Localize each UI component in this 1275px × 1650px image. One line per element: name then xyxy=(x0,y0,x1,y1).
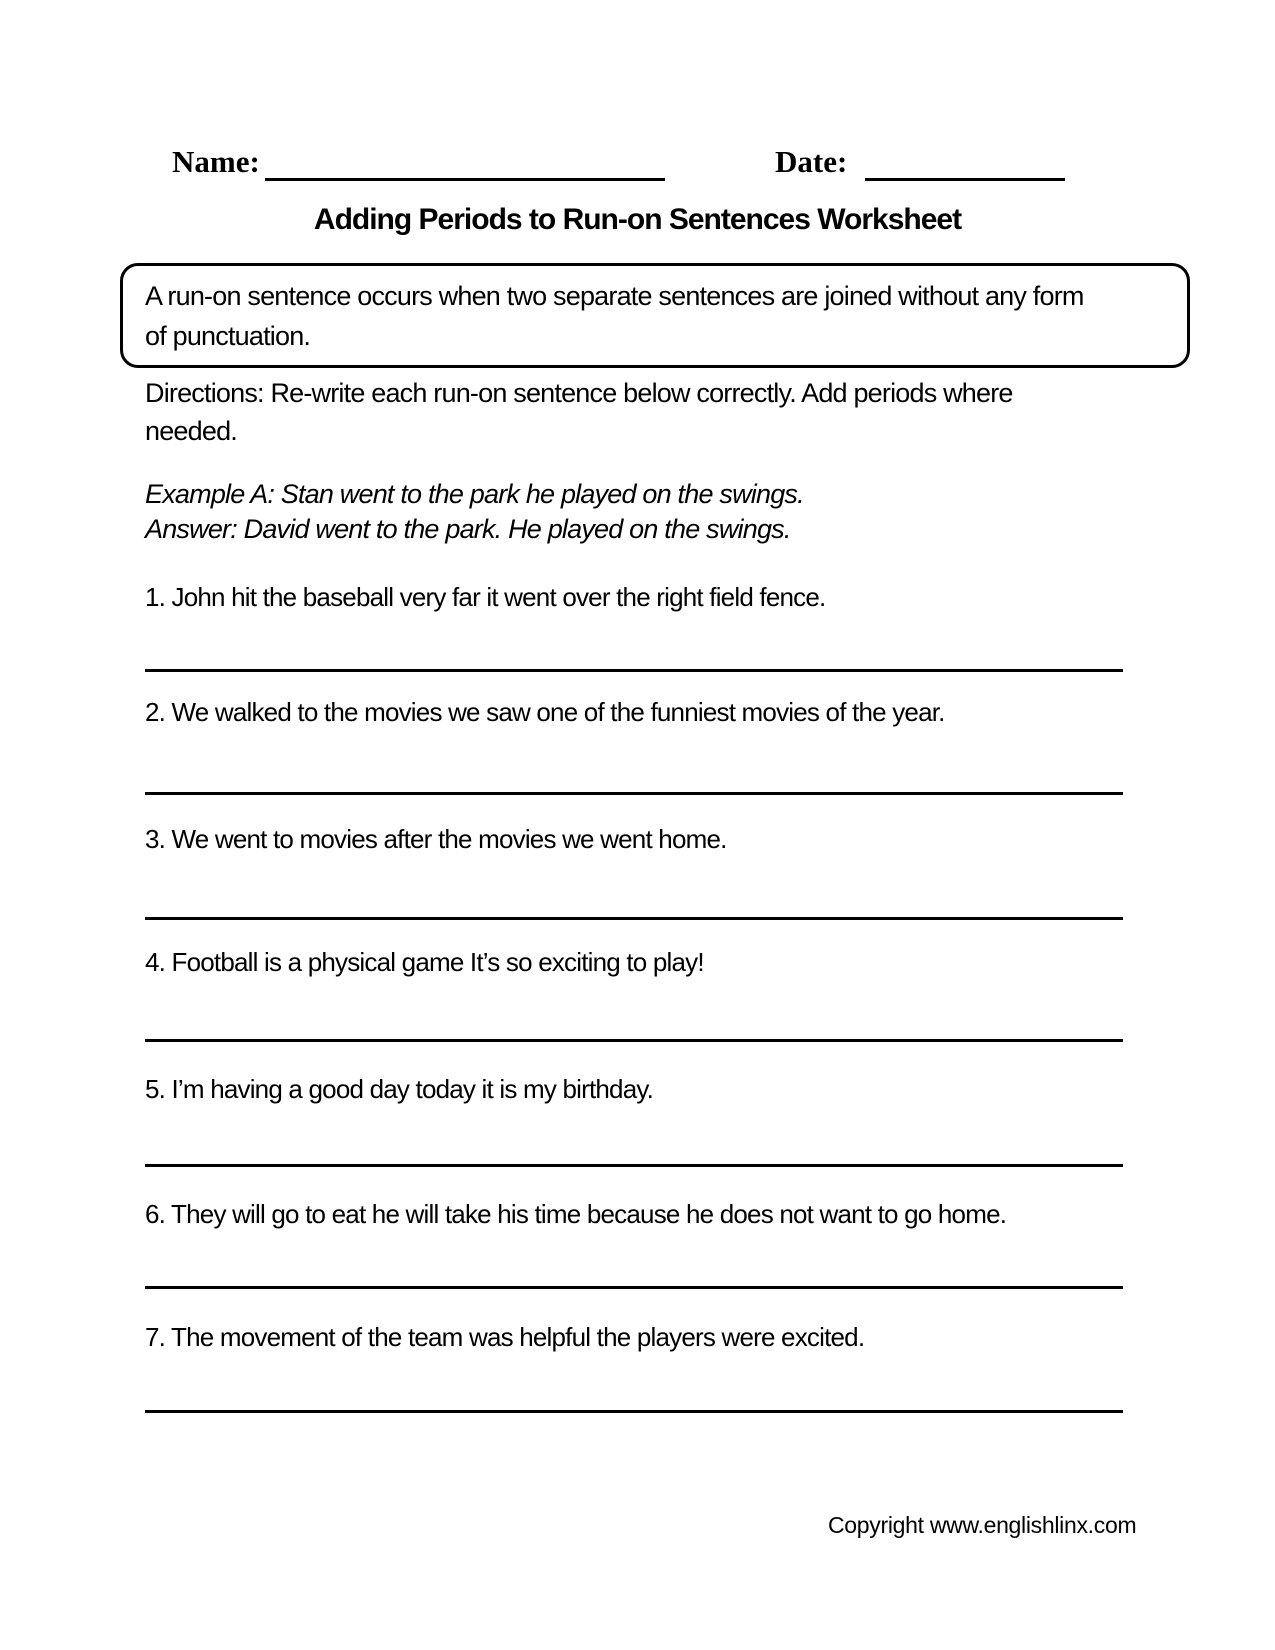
definition-box xyxy=(120,263,1190,368)
answer-line-7 xyxy=(145,1410,1123,1413)
question-2: 2. We walked to the movies we saw one of the funniest movies of the year. xyxy=(145,697,945,727)
answer-line-5 xyxy=(145,1164,1123,1167)
question-3: 3. We went to movies after the movies we went home. xyxy=(145,824,727,854)
question-4: 4. Football is a physical game It’s so exciting to play! xyxy=(145,947,704,977)
answer-line-4 xyxy=(145,1039,1123,1042)
directions-text xyxy=(145,374,1013,450)
answer-line-2 xyxy=(145,792,1123,795)
example-prompt: Example A: Stan went to the park he played on the swings. xyxy=(145,479,804,509)
example-answer: Answer: David went to the park. He played on the swings. xyxy=(145,514,791,544)
question-7: 7. The movement of the team was helpful the players were excited. xyxy=(145,1322,865,1352)
date-label: Date: xyxy=(775,144,848,179)
question-5: 5. I’m having a good day today it is my birthday. xyxy=(145,1074,654,1104)
answer-line-6 xyxy=(145,1286,1123,1289)
question-6: 6. They will go to eat he will take his time because he does not want to go home. xyxy=(145,1199,1007,1229)
directions-line-1: Directions: Re-write each run-on sentence below correctly. Add periods where xyxy=(145,378,1013,408)
answer-line-3 xyxy=(145,917,1123,920)
page-title: Adding Periods to Run-on Sentences Worksheet xyxy=(313,203,962,236)
definition-text xyxy=(123,266,1187,356)
definition-text-line-1: A run-on sentence occurs when two separate sentences are joined without any form xyxy=(145,281,1084,311)
question-1: 1. John hit the baseball very far it went over the right field fence. xyxy=(145,582,826,612)
name-label: Name: xyxy=(172,144,260,179)
answer-line-1 xyxy=(145,669,1123,672)
name-blank-line xyxy=(265,150,665,181)
directions-line-2: needed. xyxy=(145,416,237,446)
date-blank-line xyxy=(865,150,1065,181)
copyright-text: Copyright www.englishlinx.com xyxy=(828,1512,1137,1538)
definition-text-line-2: of punctuation. xyxy=(145,321,311,351)
